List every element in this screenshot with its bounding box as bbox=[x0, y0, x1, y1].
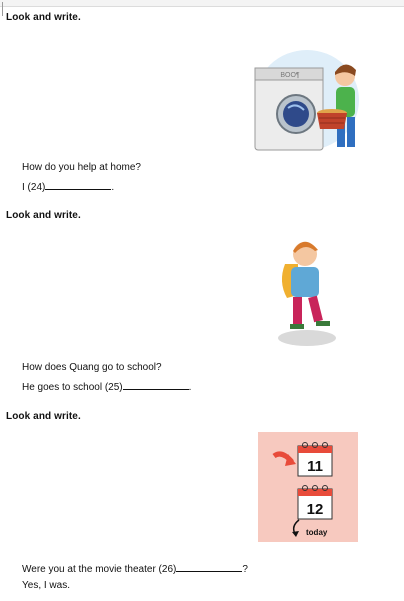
question-25: How does Quang go to school? bbox=[22, 362, 162, 373]
machine-label: BOO¶ bbox=[280, 72, 300, 79]
question-26-prefix: Were you at the movie theater (26) bbox=[22, 564, 177, 575]
calendar-top-day: 11 bbox=[307, 458, 323, 475]
answer-24-prefix: I (24) bbox=[22, 182, 46, 193]
answer-25-prefix: He goes to school (25) bbox=[22, 382, 123, 393]
answer-25-line bbox=[22, 380, 191, 393]
answer-26-blank[interactable] bbox=[176, 562, 242, 572]
calendar-bottom-day: 12 bbox=[306, 501, 324, 518]
question-26-suffix: ? bbox=[242, 564, 248, 575]
question-24: How do you help at home? bbox=[22, 162, 141, 173]
calendar-illustration bbox=[258, 432, 358, 542]
boy-laundry-illustration bbox=[252, 40, 362, 154]
question-26-line bbox=[22, 562, 248, 575]
section-3-heading: Look and write. bbox=[6, 411, 81, 422]
answer-26: Yes, I was. bbox=[22, 580, 70, 591]
answer-24-blank[interactable] bbox=[45, 180, 111, 190]
answer-24-suffix: . bbox=[111, 182, 115, 193]
answer-25-suffix: . bbox=[188, 382, 192, 393]
answer-25-blank[interactable] bbox=[123, 380, 189, 390]
top-rule bbox=[0, 0, 404, 7]
answer-24-line bbox=[22, 180, 114, 193]
boy-walking-illustration bbox=[276, 234, 338, 348]
section-2-heading: Look and write. bbox=[6, 210, 81, 221]
calendar-today-label: today bbox=[306, 528, 328, 537]
section-1-heading: Look and write. bbox=[6, 12, 81, 23]
